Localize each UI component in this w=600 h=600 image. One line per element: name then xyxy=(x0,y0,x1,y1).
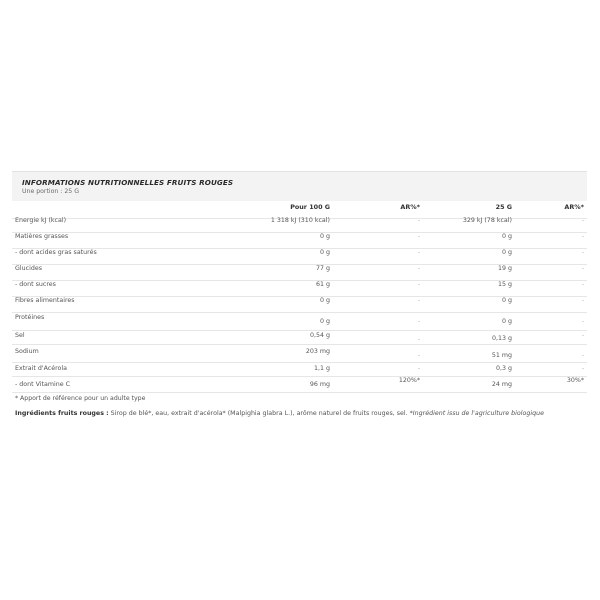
ar-100g: - xyxy=(417,352,420,359)
ingredients-label: Ingrédients fruits rouges : xyxy=(15,410,109,417)
row-label: - dont sucres xyxy=(15,281,56,288)
ar-25g: - xyxy=(581,233,584,240)
ar-25g: - xyxy=(581,365,584,372)
value-25g: 329 kJ (78 kcal) xyxy=(462,217,512,224)
ar-25g: - xyxy=(581,217,584,224)
table-row xyxy=(12,249,587,265)
value-100g: 61 g xyxy=(315,281,330,288)
ar-25g: - xyxy=(581,332,584,339)
header-ar-100g: AR%* xyxy=(400,203,420,211)
nutrition-title: INFORMATIONS NUTRITIONNELLES FRUITS ROUGES xyxy=(22,178,234,187)
value-25g: 24 mg xyxy=(491,381,512,388)
reference-footnote: * Apport de référence pour un adulte type xyxy=(15,395,146,402)
ar-25g: - xyxy=(581,297,584,304)
header-per-25g: 25 G xyxy=(495,203,512,211)
portion-size: Une portion : 25 G xyxy=(22,188,79,195)
row-label: Sel xyxy=(15,332,25,339)
ar-25g: - xyxy=(581,318,584,325)
row-label: Protéines xyxy=(15,314,45,321)
row-label: - dont acides gras saturés xyxy=(15,249,97,256)
table-row xyxy=(12,281,587,297)
table-row xyxy=(12,297,587,313)
header-ar-25g: AR%* xyxy=(564,203,584,211)
value-25g: 0 g xyxy=(501,297,512,304)
ar-100g: - xyxy=(417,233,420,240)
ar-25g: - xyxy=(581,281,584,288)
nutrition-panel xyxy=(12,171,587,391)
row-label: Matières grasses xyxy=(15,233,69,240)
value-100g: 77 g xyxy=(315,265,330,272)
value-25g: 51 mg xyxy=(491,352,512,359)
ingredients-text: Sirop de blé*, eau, extrait d'acérola* (Malpighia glabra L.), arôme naturel de fruits rouges, sel. xyxy=(108,410,410,417)
value-25g: 0,13 g xyxy=(491,335,512,342)
value-100g: 96 mg xyxy=(309,381,330,388)
ar-100g: - xyxy=(417,297,420,304)
value-100g: 1,1 g xyxy=(313,365,330,372)
ar-100g: - xyxy=(417,336,420,343)
table-row xyxy=(12,233,587,249)
ar-25g: - xyxy=(581,265,584,272)
value-25g: 15 g xyxy=(497,281,512,288)
table-row xyxy=(12,331,587,345)
value-25g: 0 g xyxy=(501,249,512,256)
nutrition-header xyxy=(12,171,587,201)
value-100g: 1 318 kJ (310 kcal) xyxy=(270,217,330,224)
ar-25g: 30%* xyxy=(566,377,584,384)
value-100g: 0 g xyxy=(319,318,330,325)
table-row xyxy=(12,313,587,331)
ar-100g: - xyxy=(417,249,420,256)
value-25g: 0 g xyxy=(501,233,512,240)
ar-100g: 120%* xyxy=(398,377,420,384)
value-25g: 19 g xyxy=(497,265,512,272)
row-label: Sodium xyxy=(15,348,39,355)
table-row xyxy=(12,217,587,233)
header-per-100g: Pour 100 G xyxy=(290,203,330,211)
value-100g: 0,54 g xyxy=(309,332,330,339)
ar-25g: - xyxy=(581,249,584,256)
value-100g: 0 g xyxy=(319,249,330,256)
row-label: - dont Vitamine C xyxy=(15,381,70,388)
ar-100g: - xyxy=(417,265,420,272)
row-label: Fibres alimentaires xyxy=(15,297,75,304)
table-row xyxy=(12,265,587,281)
ingredients-line xyxy=(15,410,544,417)
table-row xyxy=(12,363,587,377)
ar-100g: - xyxy=(417,217,420,224)
row-label: Energie kJ (kcal) xyxy=(15,217,67,224)
value-100g: 0 g xyxy=(319,233,330,240)
row-label: Extrait d'Acérola xyxy=(15,365,68,372)
value-100g: 203 mg xyxy=(305,348,330,355)
ar-25g: - xyxy=(581,352,584,359)
ar-100g: - xyxy=(417,318,420,325)
nutrition-table xyxy=(12,201,587,391)
table-row xyxy=(12,345,587,363)
table-row xyxy=(12,377,587,393)
row-label: Glucides xyxy=(15,265,42,272)
value-25g: 0,3 g xyxy=(495,365,512,372)
ar-100g: - xyxy=(417,365,420,372)
ar-100g: - xyxy=(417,281,420,288)
value-25g: 0 g xyxy=(501,318,512,325)
value-100g: 0 g xyxy=(319,297,330,304)
organic-note: *Ingrédient issu de l'agriculture biologique xyxy=(409,410,544,417)
